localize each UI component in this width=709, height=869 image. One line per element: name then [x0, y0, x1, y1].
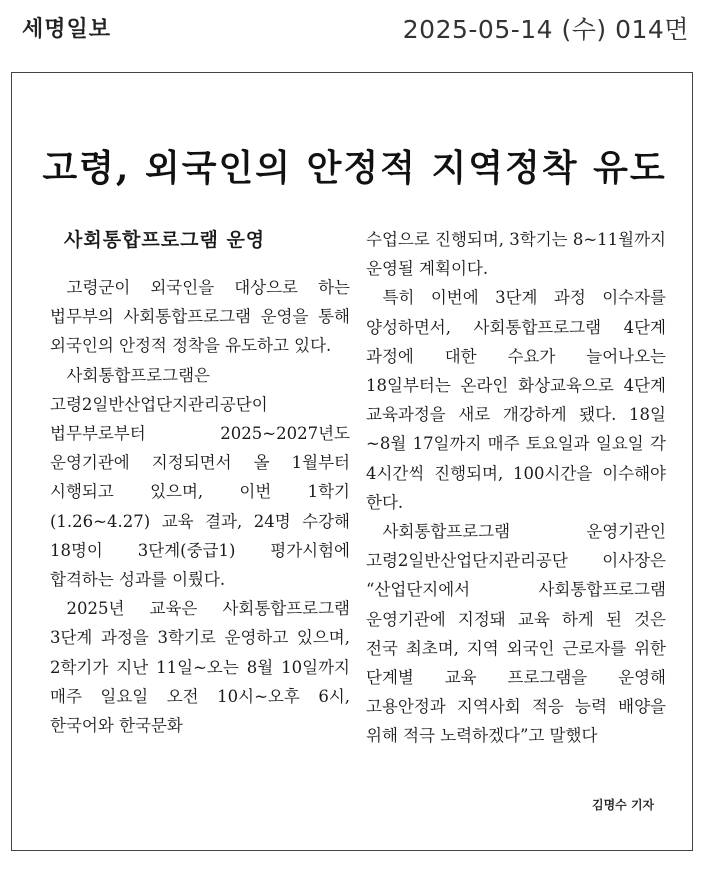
- article-headline: 고령, 외국인의 안정적 지역정착 유도: [42, 147, 667, 189]
- publication-date-page: 2025-05-14 (수) 014면: [402, 15, 689, 44]
- article-paragraph: 사회통합프로그램은 고령2일반산업단지관리공단이 법무부로부터 2025~2027년도 운영기관에 지정되면서 올 1월부터 시행되고 있으며, 이번 1학기(1.26~4.27) 교육 결과, 24명 수강해 18명이 3단계(중급1) 평가시험에 합격하는 성과를 이뤘다.: [50, 365, 350, 590]
- masthead: [0, 0, 709, 50]
- article-byline: 김명수 기자: [592, 798, 655, 812]
- article-paragraph: 고령군이 외국인을 대상으로 하는 법무부의 사회통합프로그램 운영을 통해 외국인의 안정적 정착을 유도하고 있다.: [50, 278, 350, 356]
- article-column-right: [366, 225, 666, 751]
- article-paragraph: 특히 이번에 3단계 과정 이수자를 양성하면서, 사회통합프로그램 4단계 과정에 대한 수요가 늘어나오는 18일부터는 온라인 화상교육으로 4단계 교육과정을 새로 개강하게 됐다. 18일~8월 17일까지 매주 토요일과 일요일 각 4시간씩 진행되며, 100시간을 이수해야 한다.: [366, 288, 666, 512]
- article-subheadline: 사회통합프로그램 운영: [64, 229, 266, 251]
- article-column-left: [50, 225, 350, 740]
- article-paragraph: 2025년 교육은 사회통합프로그램 3단계 과정을 3학기로 운영하고 있으며, 2학기가 지난 11일~오는 8월 10일까지 매주 일요일 오전 10시~오후 6시, 한국어와 한국문화: [50, 599, 350, 736]
- article-paragraph: 사회통합프로그램 운영기관인 고령2일반산업단지관리공단 이사장은 “산업단지에서 사회통합프로그램 운영기관에 지정돼 교육 하게 된 것은 전국 최초며, 지역 외국인 근로자를 위한 단계별 교육 프로그램을 운영해 고용안정과 지역사회 적응 능력 배양을 위해 적극 노력하겠다”고 말했다: [366, 522, 666, 746]
- article-paragraph: 수업으로 진행되며, 3학기는 8~11월까지 운영될 계획이다.: [366, 230, 666, 279]
- paper-name: 세명일보: [22, 17, 112, 42]
